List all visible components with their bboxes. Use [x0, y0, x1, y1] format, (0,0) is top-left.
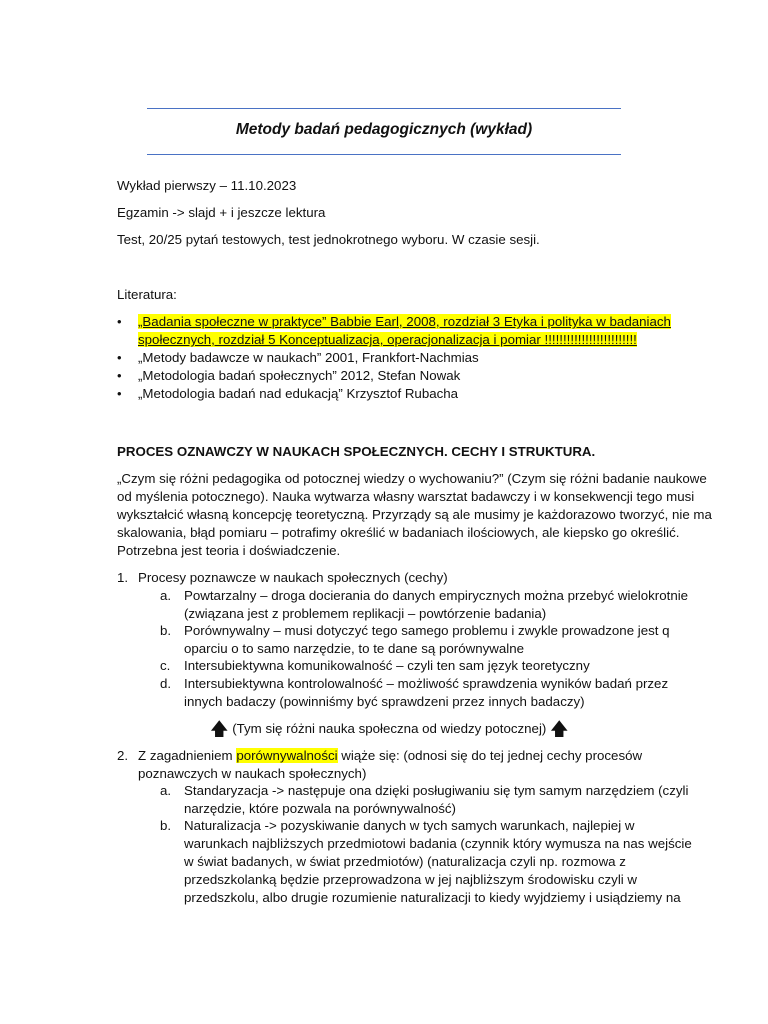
literature-highlight-line-1: „Badania społeczne w praktyce” Babbie Earl, 2008, rozdział 3 Etyka i polityka w badaniach — [138, 314, 671, 329]
sublist-line: Standaryzacja -> następuje ona dzięki posługiwaniu się tym samym narzędziem (czyli — [184, 783, 689, 798]
sublist-line: oparciu o to samo narzędzie, to te dane są porównywalne — [184, 641, 525, 656]
sublist-line: przedszkolanką będzie przeprowadzona w jej najbliższym środowisku czyli w — [184, 872, 638, 887]
test-info: Test, 20/25 pytań testowych, test jednokrotnego wyboru. W czasie sesji. — [117, 232, 540, 247]
sublist-line: warunkach najbliższych przedmiotowi badania (czynnik który wymusza na nas wejście — [184, 836, 692, 851]
literature-label: Literatura: — [117, 287, 177, 302]
list-text-before: Z zagadnieniem — [138, 748, 237, 763]
up-arrow-icon: 🡅 — [210, 719, 229, 739]
list-number: 1. — [117, 570, 129, 585]
sublist-letter: c. — [160, 658, 171, 673]
bullet-icon: • — [117, 386, 122, 401]
sublist-line: Powtarzalny – droga docierania do danych empirycznych można przebyć wielokrotnie — [184, 588, 689, 603]
list-item: Procesy poznawcze w naukach społecznych (cechy) — [138, 570, 448, 585]
sublist-line: (związana jest z problemem replikacji – powtórzenie badania) — [184, 606, 547, 621]
note-text: (Tym się różni nauka społeczna od wiedzy potocznej) — [232, 721, 547, 736]
list-item-cont: poznawczych w naukach społecznych) — [138, 766, 367, 781]
sublist-line: Intersubiektywna komunikowalność – czyli ten sam język teoretyczny — [184, 658, 590, 673]
sublist-line: innych badaczy (powinniśmy być sprawdzeni przez innych badaczy) — [184, 694, 585, 709]
sublist-letter: a. — [160, 588, 172, 603]
literature-item-highlighted-cont — [138, 331, 637, 349]
bullet-icon: • — [117, 350, 122, 365]
sublist-line: Intersubiektywna kontrolowalność – możliwość sprawdzenia wyników badań przez — [184, 676, 669, 691]
top-divider — [147, 108, 621, 109]
paragraph-line: od myślenia potocznego). Nauka wytwarza własny warsztat badawczy i w konsekwencji tego musi — [117, 489, 695, 504]
list-text-after: wiąże się: (odnosi się do tej jednej cechy procesów — [337, 748, 643, 763]
literature-item: „Metodologia badań nad edukacją” Krzysztof Rubacha — [138, 386, 459, 401]
sublist-letter: b. — [160, 623, 172, 638]
paragraph-line: „Czym się różni pedagogika od potocznej wiedzy o wychowaniu?” (Czym się różni badanie naukowe — [117, 471, 707, 486]
sublist-line: narzędzie, które pozwala na porównywalność) — [184, 801, 456, 816]
section-heading: PROCES OZNAWCZY W NAUKACH SPOŁECZNYCH. CECHY I STRUKTURA. — [117, 444, 596, 459]
literature-item-highlighted — [138, 313, 671, 331]
paragraph-line: wykształcić własną koncepcję teoretyczną. Przyrządy są ale musimy je każdorazowo tworzyć, nie ma — [117, 507, 712, 522]
exam-info: Egzamin -> slajd + i jeszcze lektura — [117, 205, 326, 220]
list-item — [138, 747, 642, 765]
bullet-icon: • — [117, 314, 122, 329]
title-divider — [147, 154, 621, 155]
list-number: 2. — [117, 748, 129, 763]
note-line — [210, 720, 569, 738]
sublist-letter: d. — [160, 676, 172, 691]
paragraph-line: skalowania, błąd pomiaru – potrafimy określić w badaniach ilościowych, ale kiepsko go określić. — [117, 525, 680, 540]
bullet-icon: • — [117, 368, 122, 383]
sublist-line: przedszkolu, albo drugie rozumienie naturalizacji to kiedy wyjdziemy i usiądziemy na — [184, 890, 681, 905]
literature-item: „Metody badawcze w naukach” 2001, Frankfort-Nachmias — [138, 350, 479, 365]
sublist-line: Naturalizacja -> pozyskiwanie danych w tych samych warunkach, najlepiej w — [184, 818, 635, 833]
document-title: Metody badań pedagogicznych (wykład) — [235, 121, 533, 138]
literature-item: „Metodologia badań społecznych” 2012, Stefan Nowak — [138, 368, 461, 383]
lecture-date: Wykład pierwszy – 11.10.2023 — [117, 178, 297, 193]
paragraph-line: Potrzebna jest teoria i doświadczenie. — [117, 543, 341, 558]
sublist-line: Porównywalny – musi dotyczyć tego samego problemu i zwykle prowadzone jest q — [184, 623, 670, 638]
up-arrow-icon: 🡅 — [550, 719, 569, 739]
highlight-term: porównywalności — [236, 748, 338, 763]
sublist-letter: b. — [160, 818, 172, 833]
literature-highlight-line-2: społecznych, rozdział 5 Konceptualizacja, operacjonalizacja i pomiar !!!!!!!!!!!!!!!!!!!!!!!!! — [138, 332, 637, 347]
sublist-letter: a. — [160, 783, 172, 798]
sublist-line: w świat badanych, w świat przedmiotów) (naturalizacja czyli np. rozmowa z — [184, 854, 626, 869]
